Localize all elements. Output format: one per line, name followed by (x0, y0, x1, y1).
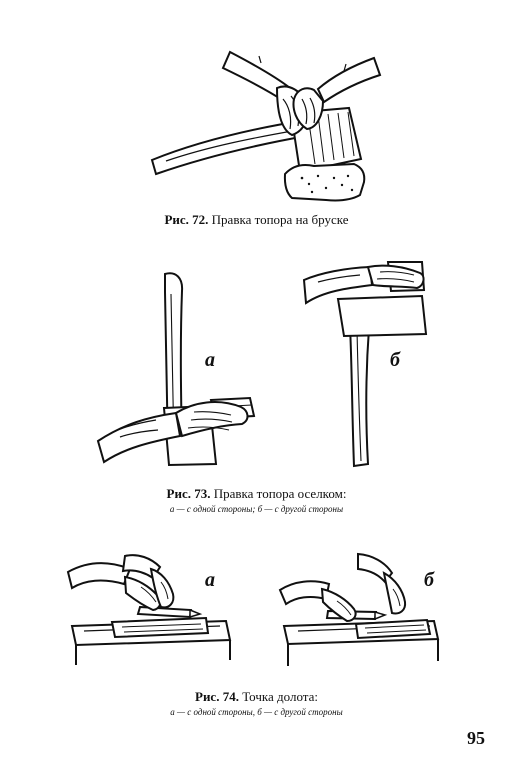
figure-72-caption (0, 212, 513, 228)
figure-74-caption (0, 689, 513, 705)
figure-73-label-b: б (390, 349, 400, 371)
figure-73-caption (0, 486, 513, 502)
figure-74a-illustration (58, 544, 234, 674)
axe-on-whetstone-drawing (138, 42, 384, 204)
figure-72-title: Правка топора на бруске (211, 212, 349, 227)
axe-honing-side-b-drawing (296, 258, 434, 482)
figure-73b-illustration (296, 258, 434, 482)
figure-74b-illustration (274, 544, 446, 674)
figure-73-title: Правка топора оселком: (213, 486, 347, 501)
chisel-sharpening-side-b-drawing (274, 544, 446, 674)
figure-73-subcaption: а — с одной стороны; б — с другой стороны (169, 504, 344, 514)
chisel-sharpening-side-a-drawing (58, 544, 234, 674)
figure-74-number: Рис. 74. (195, 689, 239, 704)
figure-73-label-a: а (205, 349, 215, 371)
figure-73-number: Рис. 73. (166, 486, 211, 501)
figure-72-illustration (138, 42, 384, 204)
figure-74-label-a: а (205, 569, 215, 591)
figure-74-subcaption: а — с одной стороны, б — с другой стороны (170, 707, 343, 717)
axe-honing-side-a-drawing (90, 266, 264, 480)
figure-74-title: Точка долота: (242, 689, 318, 704)
page-number: 95 (467, 728, 485, 748)
figure-72-number: Рис. 72. (164, 212, 209, 227)
figure-73a-illustration (90, 266, 264, 480)
figure-74-label-b: б (424, 569, 434, 591)
